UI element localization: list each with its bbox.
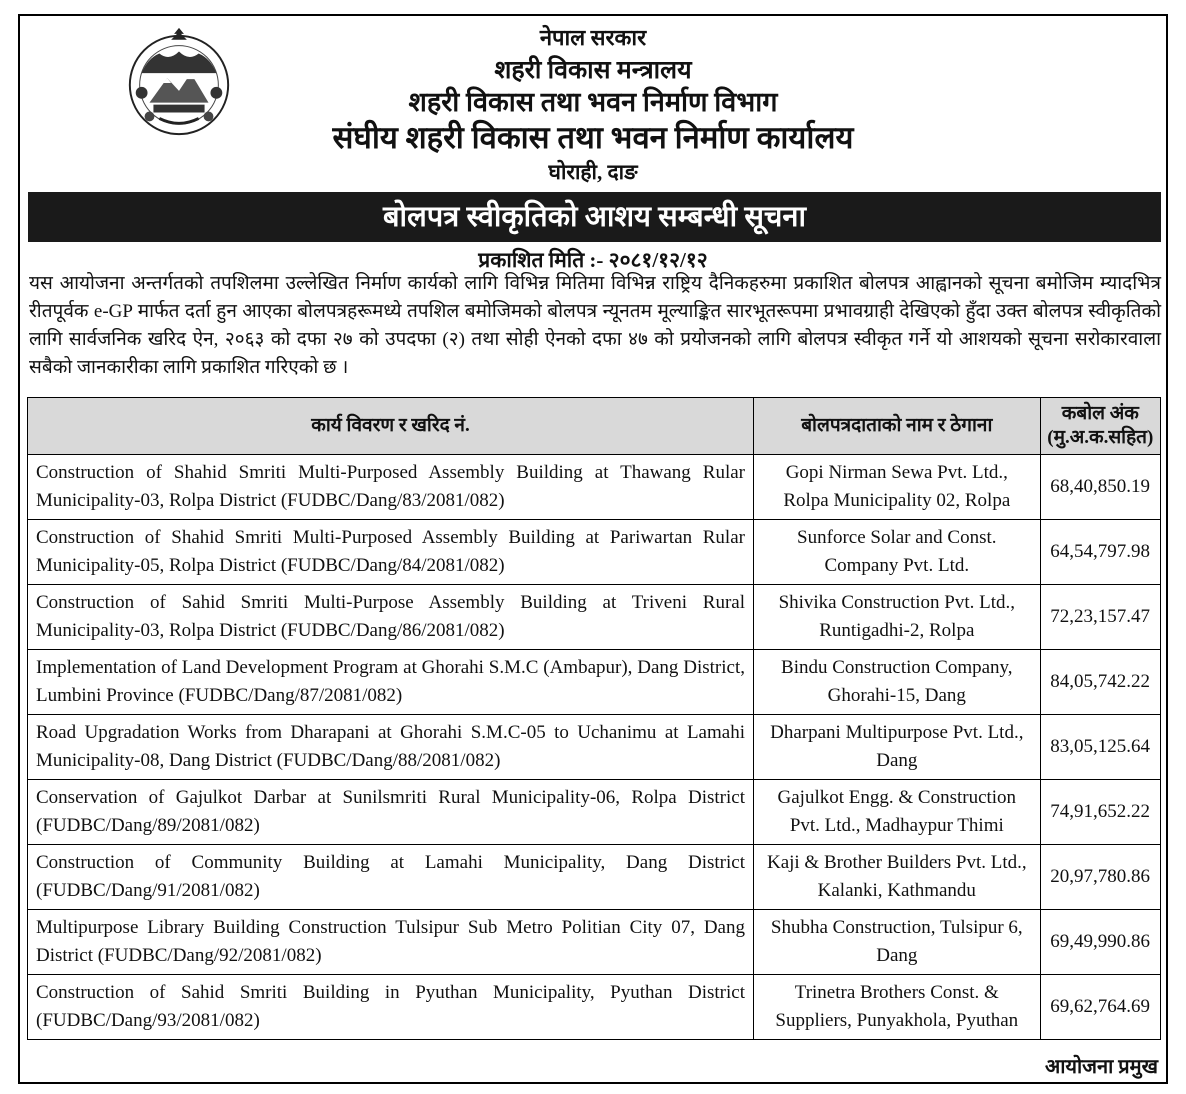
bid-amount: 20,97,780.86 bbox=[1040, 845, 1160, 910]
bidder-name: Gopi Nirman Sewa Pvt. Ltd., bbox=[785, 462, 1008, 483]
bidder-address: Kalanki, Kathmandu bbox=[817, 880, 976, 901]
bidder-cell bbox=[753, 780, 1040, 845]
bidder-name: Trinetra Brothers Const. & bbox=[794, 982, 999, 1003]
table-row bbox=[28, 845, 1161, 910]
header-department: शहरी विकास तथा भवन निर्माण विभाग bbox=[408, 87, 778, 117]
header-government: नेपाल सरकार bbox=[539, 25, 647, 50]
table-row bbox=[28, 910, 1161, 975]
bidder-address: Suppliers, Punyakhola, Pyuthan bbox=[775, 1010, 1019, 1031]
work-description: Multipurpose Library Building Construction Tulsipur Sub Metro Politian City 07, Dang District (FUDBC/Dang/92/2081/082) bbox=[28, 910, 754, 975]
bidder-name: Bindu Construction Company, bbox=[781, 657, 1013, 678]
header-office: संघीय शहरी विकास तथा भवन निर्माण कार्यालय bbox=[332, 120, 854, 155]
work-description: Construction of Shahid Smriti Multi-Purposed Assembly Building at Thawang Rular Municipality-03, Rolpa District (FUDBC/Dang/83/2081/082) bbox=[28, 455, 754, 520]
signature-label: आयोजना प्रमुख bbox=[1044, 1056, 1158, 1078]
work-description: Construction of Sahid Smriti Multi-Purpose Assembly Building at Triveni Rural Municipality-03, Rolpa District (FUDBC/Dang/86/2081/082) bbox=[28, 585, 754, 650]
amount-header-line1: कबोल अंक bbox=[1061, 403, 1139, 424]
table-row bbox=[28, 455, 1161, 520]
column-header-amount bbox=[1040, 398, 1160, 455]
header-ministry: शहरी विकास मन्त्रालय bbox=[494, 57, 692, 84]
bid-amount: 74,91,652.22 bbox=[1040, 780, 1160, 845]
amount-header-line2: (मु.अ.क.सहित) bbox=[1047, 427, 1154, 448]
column-header-description: कार्य विवरण र खरिद नं. bbox=[28, 398, 754, 455]
work-description: Construction of Community Building at Lamahi Municipality, Dang District (FUDBC/Dang/91/2081/082) bbox=[28, 845, 754, 910]
bidder-address: Dang bbox=[876, 750, 918, 771]
header-location: घोराही, दाङ bbox=[548, 160, 638, 184]
work-description: Construction of Shahid Smriti Multi-Purposed Assembly Building at Pariwartan Rular Municipality-05, Rolpa District (FUDBC/Dang/84/2081/082) bbox=[28, 520, 754, 585]
table-row bbox=[28, 975, 1161, 1040]
bid-acceptance-table bbox=[27, 397, 1161, 1040]
published-date: प्रकाशित मिति :- २०८१/१२/१२ bbox=[478, 248, 708, 272]
table-row bbox=[28, 520, 1161, 585]
bidder-cell bbox=[753, 455, 1040, 520]
work-description: Conservation of Gajulkot Darbar at Sunilsmriti Rural Municipality-06, Rolpa District (FUDBC/Dang/89/2081/082) bbox=[28, 780, 754, 845]
bidder-address: Rolpa Municipality 02, Rolpa bbox=[783, 490, 1011, 511]
work-description: Implementation of Land Development Program at Ghorahi S.M.C (Ambapur), Dang District, Lumbini Province (FUDBC/Dang/87/2081/082) bbox=[28, 650, 754, 715]
bidder-name: Sunforce Solar and Const. bbox=[797, 527, 997, 548]
bidder-address: Ghorahi-15, Dang bbox=[827, 685, 966, 706]
table-row bbox=[28, 585, 1161, 650]
bidder-cell bbox=[753, 715, 1040, 780]
bidder-address: Company Pvt. Ltd. bbox=[824, 555, 970, 576]
bidder-name: Kaji & Brother Builders Pvt. Ltd., bbox=[766, 852, 1027, 873]
notice-title-banner: बोलपत्र स्वीकृतिको आशय सम्बन्धी सूचना bbox=[28, 192, 1161, 242]
bid-amount: 68,40,850.19 bbox=[1040, 455, 1160, 520]
bid-amount: 84,05,742.22 bbox=[1040, 650, 1160, 715]
bid-amount: 69,62,764.69 bbox=[1040, 975, 1160, 1040]
bidder-name: Gajulkot Engg. & Construction bbox=[777, 787, 1017, 808]
intro-paragraph: यस आयोजना अन्तर्गतको तपशिलमा उल्लेखित निर्माण कार्यको लागि विभिन्न मितिमा विभिन्न राष्ट्रिय दैनिकहरुमा प्रकाशित बोलपत्र आह्वानको सूचना बमोजिम म्यादभित्र रीतपूर्वक e-GP मार्फत दर्ता हुन आएका बोलपत्रहरूमध्ये तपशिल बमोजिमको बोलपत्र न्यूनतम मूल्याङ्कित सारभूतरूपमा प्रभावग्राही देखिएको हुँदा उक्त बोलपत्र स्वीकृतिको लागि सार्वजनिक खरिद ऐन, २०६३ को दफा २७ को उपदफा (२) तथा सोही ऐनको दफा ४७ को प्रयोजनको लागि बोलपत्र स्वीकृत गर्ने यो आशयको सूचना सरोकारवाला सबैको जानकारीका लागि प्रकाशित गरिएको छ । bbox=[29, 273, 1162, 378]
bidder-cell bbox=[753, 650, 1040, 715]
column-header-bidder: बोलपत्रदाताको नाम र ठेगाना bbox=[753, 398, 1040, 455]
bid-amount: 83,05,125.64 bbox=[1040, 715, 1160, 780]
bidder-cell bbox=[753, 845, 1040, 910]
work-description: Road Upgradation Works from Dharapani at Ghorahi S.M.C-05 to Uchanimu at Lamahi Municipality-08, Dang District (FUDBC/Dang/88/2081/082) bbox=[28, 715, 754, 780]
bidder-cell bbox=[753, 910, 1040, 975]
bidder-name: Shubha Construction, Tulsipur 6, bbox=[770, 917, 1023, 938]
bidder-name: Shivika Construction Pvt. Ltd., bbox=[778, 592, 1016, 613]
bid-amount: 64,54,797.98 bbox=[1040, 520, 1160, 585]
work-description: Construction of Sahid Smriti Building in Pyuthan Municipality, Pyuthan District (FUDBC/Dang/93/2081/082) bbox=[28, 975, 754, 1040]
table-row bbox=[28, 715, 1161, 780]
bidder-cell bbox=[753, 975, 1040, 1040]
bidder-address: Dang bbox=[876, 945, 918, 966]
bid-amount: 69,49,990.86 bbox=[1040, 910, 1160, 975]
bidder-cell bbox=[753, 585, 1040, 650]
bidder-cell bbox=[753, 520, 1040, 585]
table-row bbox=[28, 650, 1161, 715]
bidder-address: Runtigadhi-2, Rolpa bbox=[819, 620, 975, 641]
bid-amount: 72,23,157.47 bbox=[1040, 585, 1160, 650]
table-header-row bbox=[28, 398, 1161, 455]
table-row bbox=[28, 780, 1161, 845]
bidder-address: Pvt. Ltd., Madhaypur Thimi bbox=[789, 815, 1004, 836]
bidder-name: Dharpani Multipurpose Pvt. Ltd., bbox=[770, 722, 1024, 743]
